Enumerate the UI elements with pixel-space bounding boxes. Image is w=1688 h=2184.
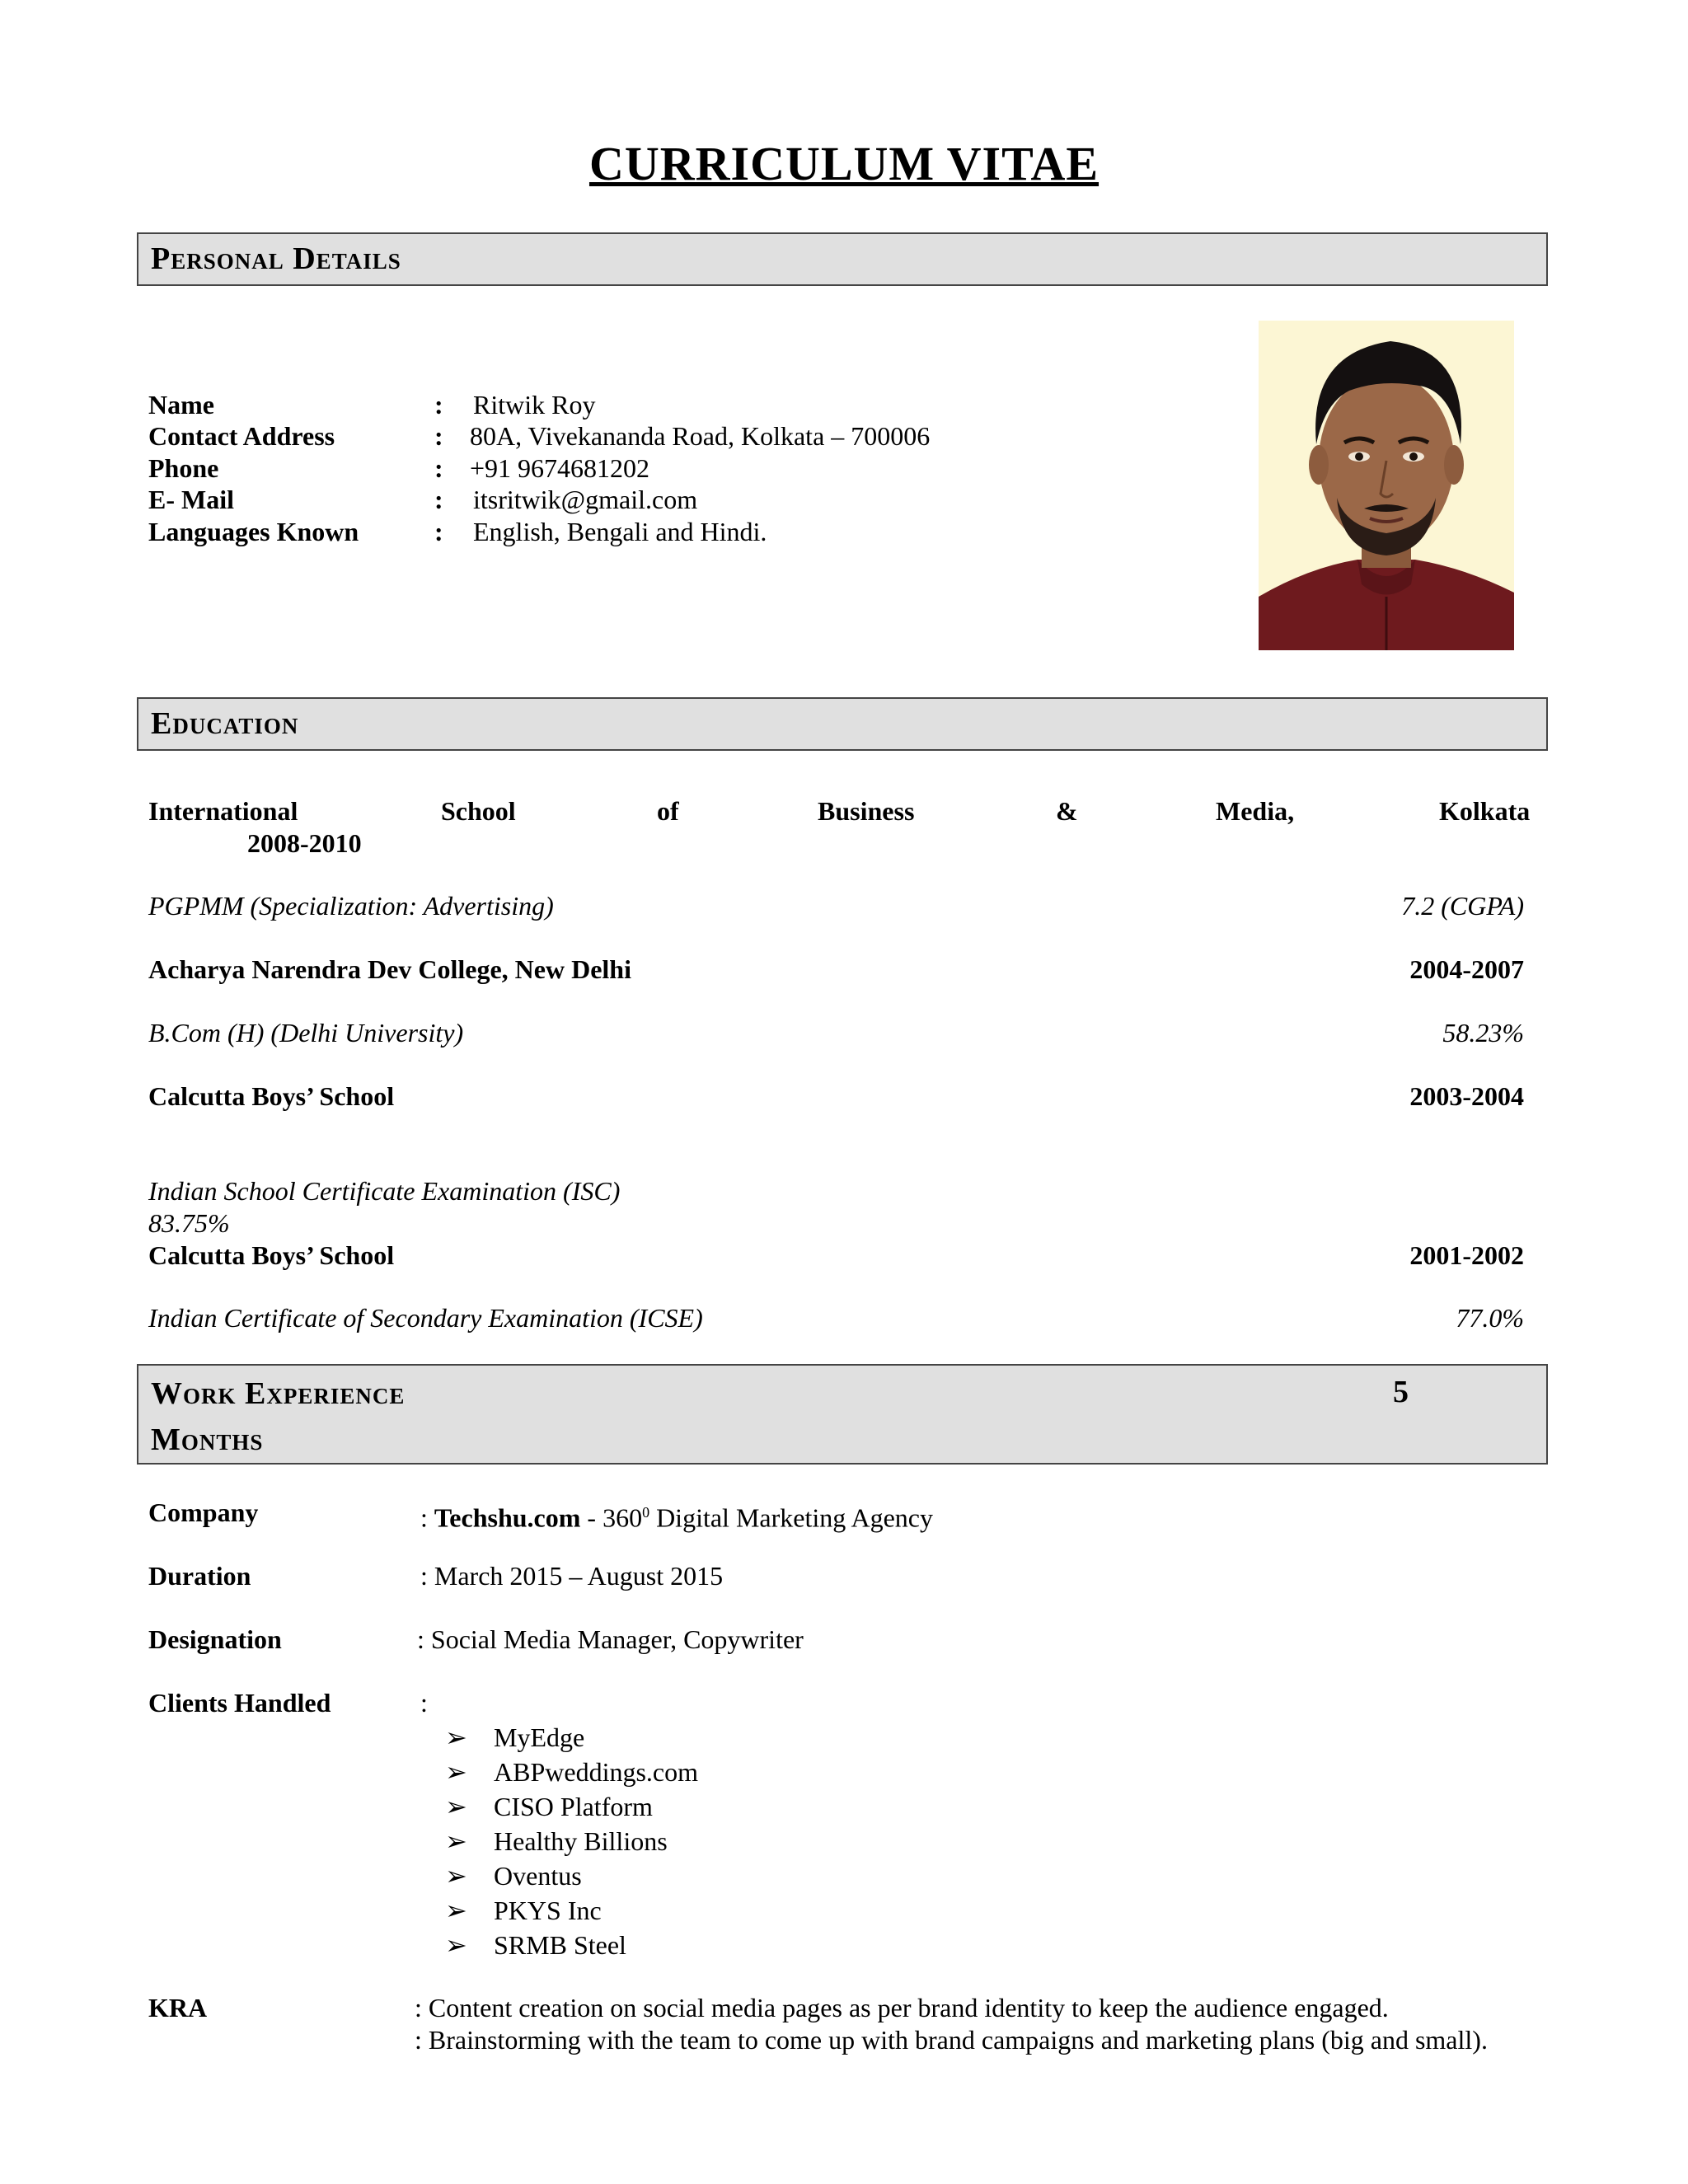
edu-isbm-word: & [1056, 796, 1078, 826]
section-work-months: Months [151, 1422, 264, 1457]
email-value: itsritwik@gmail.com [473, 485, 698, 514]
colon: : [420, 1502, 428, 1533]
edu-bcom-part1: B.Com (H) ( [148, 1018, 280, 1047]
company-name: Techshu.com [434, 1502, 581, 1533]
kra-item: : Brainstorming with the team to come up with brand campaigns and marketing plans (big and small). [415, 2025, 1488, 2055]
page-title: CURRICULUM VITAE [588, 137, 1100, 190]
client-item: PKYS Inc [494, 1896, 602, 1925]
edu-cbs1-years: 2003-2004 [1409, 1081, 1524, 1111]
edu-bcom-part2: Delhi University) [279, 1018, 464, 1047]
address-label: Contact Address [148, 421, 335, 451]
designation-label: Designation [148, 1624, 282, 1654]
edu-isbm-years: 2008-2010 [247, 828, 362, 858]
kra-item: : Content creation on social media pages as per brand identity to keep the audience engaged. [415, 1993, 1389, 2022]
company-label: Company [148, 1497, 259, 1527]
colon: : [434, 485, 443, 514]
duration-value: : March 2015 – August 2015 [420, 1561, 724, 1591]
section-label: Personal Details [151, 241, 401, 276]
edu-pgpmm: PGPMM (Specialization: Advertising) [148, 891, 554, 921]
edu-icse: Indian Certificate of Secondary Examination (ICSE) [148, 1303, 703, 1333]
edu-bcom [148, 1018, 463, 1047]
clients-label: Clients Handled [148, 1688, 331, 1718]
bullet-icon: ➢ [445, 1930, 467, 1960]
name-value: Ritwik Roy [473, 390, 596, 419]
bullet-icon: ➢ [445, 1861, 467, 1891]
company-sup: 0 [642, 1504, 650, 1521]
bullet-icon: ➢ [445, 1722, 467, 1752]
client-item: CISO Platform [494, 1792, 653, 1821]
profile-photo [1259, 321, 1514, 650]
duration-label: Duration [148, 1561, 251, 1591]
email-label: E- Mail [148, 485, 234, 514]
colon: : [434, 390, 443, 419]
client-item: SRMB Steel [494, 1930, 626, 1960]
client-item: ABPweddings.com [494, 1757, 698, 1787]
section-personal-details [137, 232, 1548, 286]
section-work-extra: 5 [1393, 1375, 1409, 1409]
edu-isbm-word: International [148, 796, 298, 826]
edu-cbs2-years: 2001-2002 [1409, 1240, 1524, 1270]
section-label: Work Experience [151, 1376, 406, 1411]
bullet-icon: ➢ [445, 1757, 467, 1787]
phone-label: Phone [148, 453, 219, 483]
kra-label: KRA [148, 1993, 208, 2022]
edu-pgpmm-score: 7.2 (CGPA) [1401, 891, 1524, 921]
edu-cbs2: Calcutta Boys’ School [148, 1240, 395, 1270]
phone-value: +91 9674681202 [470, 453, 650, 483]
bullet-icon: ➢ [445, 1896, 467, 1925]
colon: : [434, 453, 443, 483]
colon: : [434, 421, 443, 451]
colon: : [434, 517, 443, 546]
company-value [420, 1497, 933, 1533]
client-item: Healthy Billions [494, 1826, 668, 1856]
bullet-icon: ➢ [445, 1826, 467, 1856]
edu-andc-years: 2004-2007 [1409, 954, 1524, 984]
bullet-icon: ➢ [445, 1792, 467, 1821]
edu-bcom-score: 58.23% [1442, 1018, 1524, 1047]
address-value: 80A, Vivekananda Road, Kolkata – 700006 [470, 421, 931, 451]
name-label: Name [148, 390, 214, 419]
designation-value: : Social Media Manager, Copywriter [417, 1624, 804, 1654]
colon: : [420, 1688, 428, 1718]
edu-isbm-word: of [657, 796, 679, 826]
company-desc-b: Digital Marketing Agency [649, 1502, 933, 1533]
languages-value: English, Bengali and Hindi. [473, 517, 767, 546]
section-education [137, 697, 1548, 751]
edu-isc: Indian School Certificate Examination (ISC) [148, 1176, 621, 1206]
edu-isbm-word: Media, [1216, 796, 1295, 826]
client-item: MyEdge [494, 1722, 585, 1752]
section-label: Education [151, 706, 299, 741]
edu-isbm-word: School [441, 796, 516, 826]
languages-label: Languages Known [148, 517, 359, 546]
portrait-illustration [1259, 321, 1514, 650]
section-work-experience [137, 1364, 1548, 1465]
client-item: Oventus [494, 1861, 582, 1891]
edu-isbm-word: Business [818, 796, 915, 826]
edu-icse-score: 77.0% [1456, 1303, 1524, 1333]
edu-cbs1: Calcutta Boys’ School [148, 1081, 395, 1111]
company-desc-a: - 360 [580, 1502, 643, 1533]
edu-isbm-word: Kolkata [1439, 796, 1531, 826]
edu-isc-score: 83.75% [148, 1208, 230, 1238]
edu-andc: Acharya Narendra Dev College, New Delhi [148, 954, 631, 984]
